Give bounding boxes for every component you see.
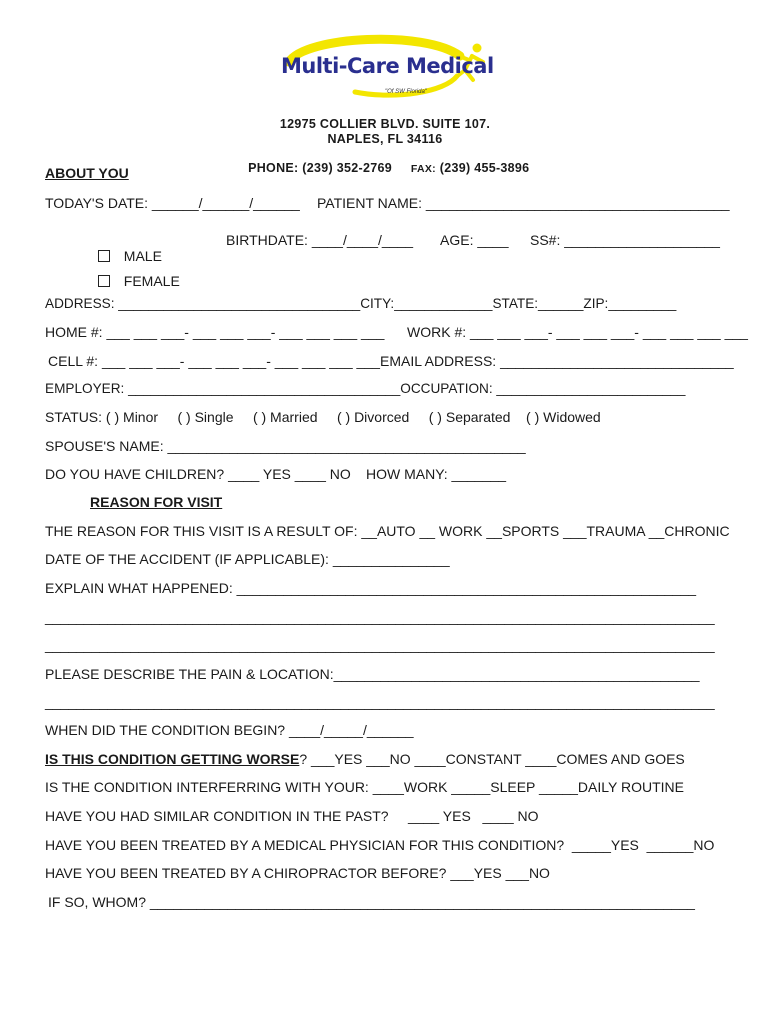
condition-worse-field[interactable]	[45, 751, 685, 767]
pain-line-2[interactable]: ______________________________________________________________________________________	[45, 694, 715, 710]
explain-line-2[interactable]: ______________________________________________________________________________________	[45, 609, 715, 625]
physician-treated-field[interactable]: HAVE YOU BEEN TREATED BY A MEDICAL PHYSICIAN FOR THIS CONDITION? _____YES ______NO	[45, 837, 715, 853]
ss-field[interactable]: SS#: ____________________	[530, 232, 720, 248]
explain-line-3[interactable]: ______________________________________________________________________________________	[45, 637, 715, 653]
patient-name-field[interactable]: PATIENT NAME: _______________________________________	[317, 195, 730, 211]
male-label: MALE	[123, 248, 162, 264]
about-you-heading: ABOUT YOU	[45, 165, 129, 181]
chiropractor-treated-field[interactable]: HAVE YOU BEEN TREATED BY A CHIROPRACTOR BEFORE? ___YES ___NO	[45, 865, 550, 881]
condition-begin-field[interactable]: WHEN DID THE CONDITION BEGIN? ____/_____/______	[45, 722, 414, 738]
visit-reason-field[interactable]: THE REASON FOR THIS VISIT IS A RESULT OF: __AUTO __ WORK __SPORTS ___TRAUMA __CHRONIC	[45, 523, 730, 539]
reason-for-visit-heading: REASON FOR VISIT	[90, 494, 223, 510]
cell-phone-field[interactable]: CELL #: ___ ___ ___- ___ ___ ___- ___ ___ ___ ___	[48, 353, 380, 369]
accident-date-field[interactable]: DATE OF THE ACCIDENT (IF APPLICABLE): _______________	[45, 551, 450, 567]
female-label: FEMALE	[123, 273, 180, 289]
employer-occupation-field[interactable]: EMPLOYER: ____________________________________OCCUPATION: _________________________	[45, 381, 686, 396]
spouse-name-field[interactable]: SPOUSE'S NAME: ______________________________________________	[45, 438, 526, 454]
home-phone-field[interactable]: HOME #: ___ ___ ___- ___ ___ ___- ___ ___ ___ ___	[45, 324, 385, 340]
pain-location-field[interactable]: PLEASE DESCRIBE THE PAIN & LOCATION:_______________________________________________	[45, 666, 700, 682]
age-field[interactable]: AGE: ____	[440, 232, 509, 248]
similar-condition-field[interactable]: HAVE YOU HAD SIMILAR CONDITION IN THE PAST? ____ YES ____ NO	[45, 808, 539, 824]
todays-date-field[interactable]: TODAY'S DATE: ______/______/______	[45, 195, 300, 211]
address-field[interactable]: ADDRESS: ________________________________CITY:_____________STATE:______ZIP:_________	[45, 296, 677, 311]
children-field[interactable]: DO YOU HAVE CHILDREN? ____ YES ____ NO	[45, 466, 351, 482]
clinic-fax-label: FAX:	[410, 163, 436, 175]
condition-worse-label: IS THIS CONDITION GETTING WORSE	[45, 751, 300, 767]
work-phone-field[interactable]: WORK #: ___ ___ ___- ___ ___ ___- ___ ___ ___ ___	[407, 324, 748, 340]
if-so-whom-field[interactable]: IF SO, WHOM? ______________________________________________________________________	[48, 894, 695, 910]
logo-text: Multi-Care Medical	[281, 54, 494, 78]
female-option[interactable]	[90, 257, 180, 289]
interfering-field[interactable]: IS THE CONDITION INTERFERRING WITH YOUR: ____WORK _____SLEEP _____DAILY ROUTINE	[45, 779, 684, 795]
birthdate-field[interactable]: BIRTHDATE: ____/____/____	[226, 232, 414, 248]
clinic-phone: PHONE: (239) 352-2769	[248, 161, 392, 175]
explain-field[interactable]: EXPLAIN WHAT HAPPENED: ___________________________________________________________	[45, 580, 697, 596]
logo	[275, 34, 495, 104]
condition-worse-options: ? ___YES ___NO ____CONSTANT ____COMES AND GOES	[299, 751, 685, 767]
clinic-city: NAPLES, FL 34116	[327, 132, 443, 146]
status-field[interactable]: STATUS: ( ) Minor ( ) Single ( ) Married ( ) Divorced ( ) Separated ( ) Widowed	[45, 409, 601, 425]
logo-tagline: "Of SW Florida"	[385, 89, 427, 95]
clinic-fax: (239) 455-3896	[439, 161, 530, 175]
clinic-address: 12975 COLLIER BLVD. SUITE 107.	[279, 117, 491, 131]
female-checkbox[interactable]	[98, 275, 110, 287]
email-field[interactable]: EMAIL ADDRESS: ______________________________	[380, 353, 734, 369]
how-many-field[interactable]: HOW MANY: _______	[366, 466, 507, 482]
